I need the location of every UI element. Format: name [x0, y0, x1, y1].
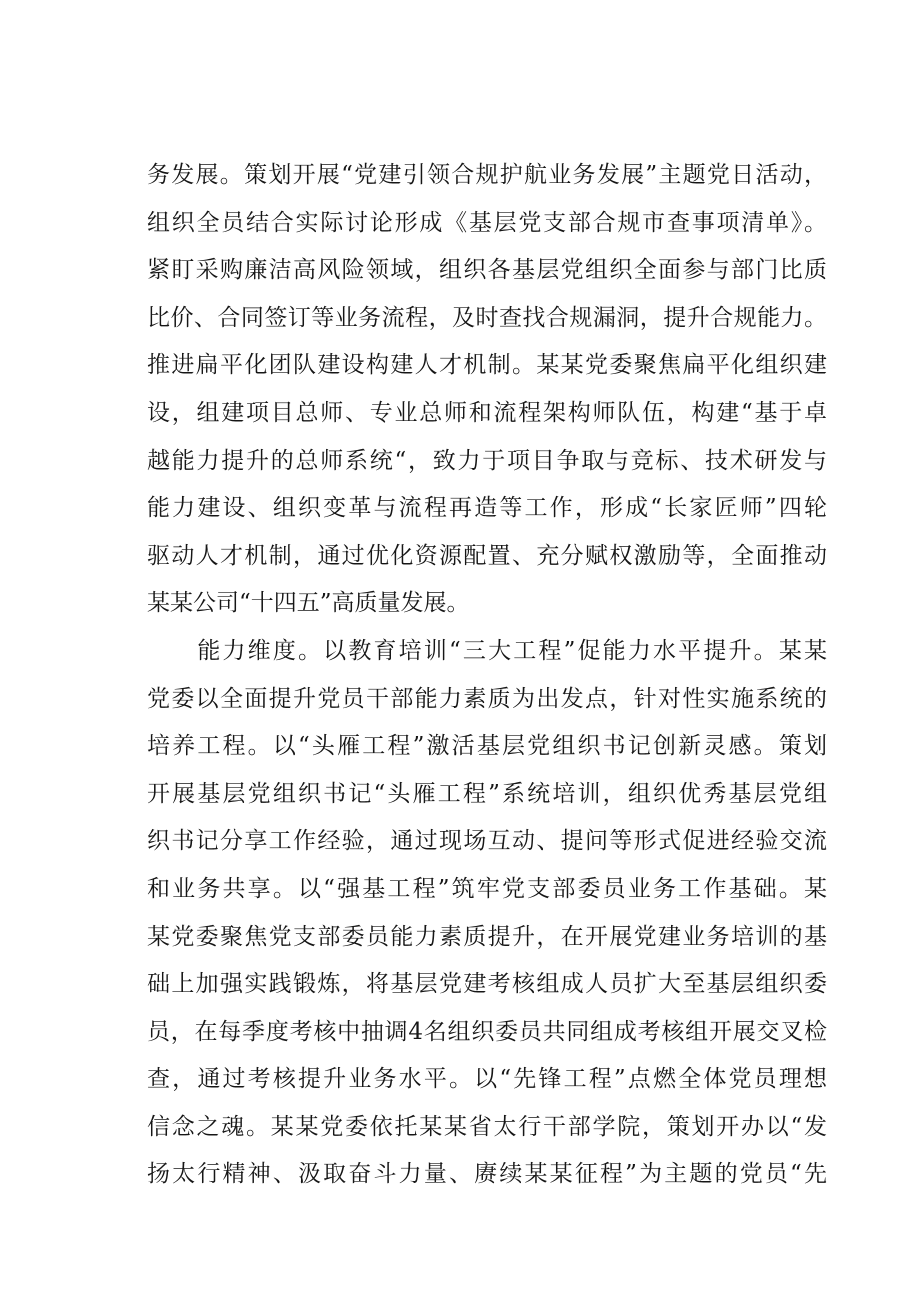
text-line: 越能力提升的总师系统“，致力于项目争取与竞标、技术研发与: [147, 447, 827, 474]
text-line: 组织全员结合实际讨论形成《基层党支部合规市查事项清单》。: [147, 209, 827, 236]
text-line: 扬太行精神、汲取奋斗力量、赓续某某征程”为主题的党员“先: [147, 1161, 827, 1188]
text-line: 某某公司“十四五”高质量发展。: [147, 590, 470, 617]
text-line: 推进扁平化团队建设构建人才机制。某某党委聚焦扁平化组织建: [147, 352, 827, 379]
text-line: 开展基层党组织书记“头雁工程”系统培训，组织优秀基层党组: [147, 780, 827, 807]
text-line: 设，组建项目总师、专业总师和流程架构师队伍，构建“基于卓: [147, 399, 827, 426]
text-line: 某党委聚焦党支部委员能力素质提升，在开展党建业务培训的基: [147, 923, 827, 950]
text-line: 础上加强实践锻炼，将基层党建考核组成人员扩大至基层组织委: [147, 971, 827, 998]
text-line: 驱动人才机制，通过优化资源配置、充分赋权激励等，全面推动: [147, 542, 827, 569]
text-line: 比价、合同签订等业务流程，及时查找合规漏洞，提升合规能力。: [147, 304, 827, 331]
text-line: 紧盯采购廉洁高风险领域，组织各基层党组织全面参与部门比质: [147, 257, 827, 284]
text-line: 能力建设、组织变革与流程再造等工作，形成“长家匠师”四轮: [147, 495, 827, 522]
text-line: 务发展。策划开展“党建引领合规护航业务发展”主题党日活动，: [147, 162, 827, 188]
text-line: 信念之魂。某某党委依托某某省太行干部学院，策划开办以“发: [147, 1113, 827, 1140]
text-line: 织书记分享工作经验，通过现场互动、提问等形式促进经验交流: [147, 828, 827, 855]
text-line: 查，通过考核提升业务水平。以“先锋工程”点燃全体党员理想: [147, 1066, 827, 1093]
text-line: 和业务共享。以“强基工程”筑牢党支部委员业务工作基础。某: [147, 875, 827, 902]
body-text: [147, 152, 827, 1199]
text-line: 培养工程。以“头雁工程”激活基层党组织书记创新灵感。策划: [147, 733, 827, 760]
text-line: 员，在每季度考核中抽调4名组织委员共同组成考核组开展交叉检: [147, 1018, 827, 1045]
text-line: 能力维度。以教育培训“三大工程”促能力水平提升。某某: [147, 637, 827, 664]
text-line: 党委以全面提升党员干部能力素质为出发点，针对性实施系统的: [147, 685, 827, 712]
